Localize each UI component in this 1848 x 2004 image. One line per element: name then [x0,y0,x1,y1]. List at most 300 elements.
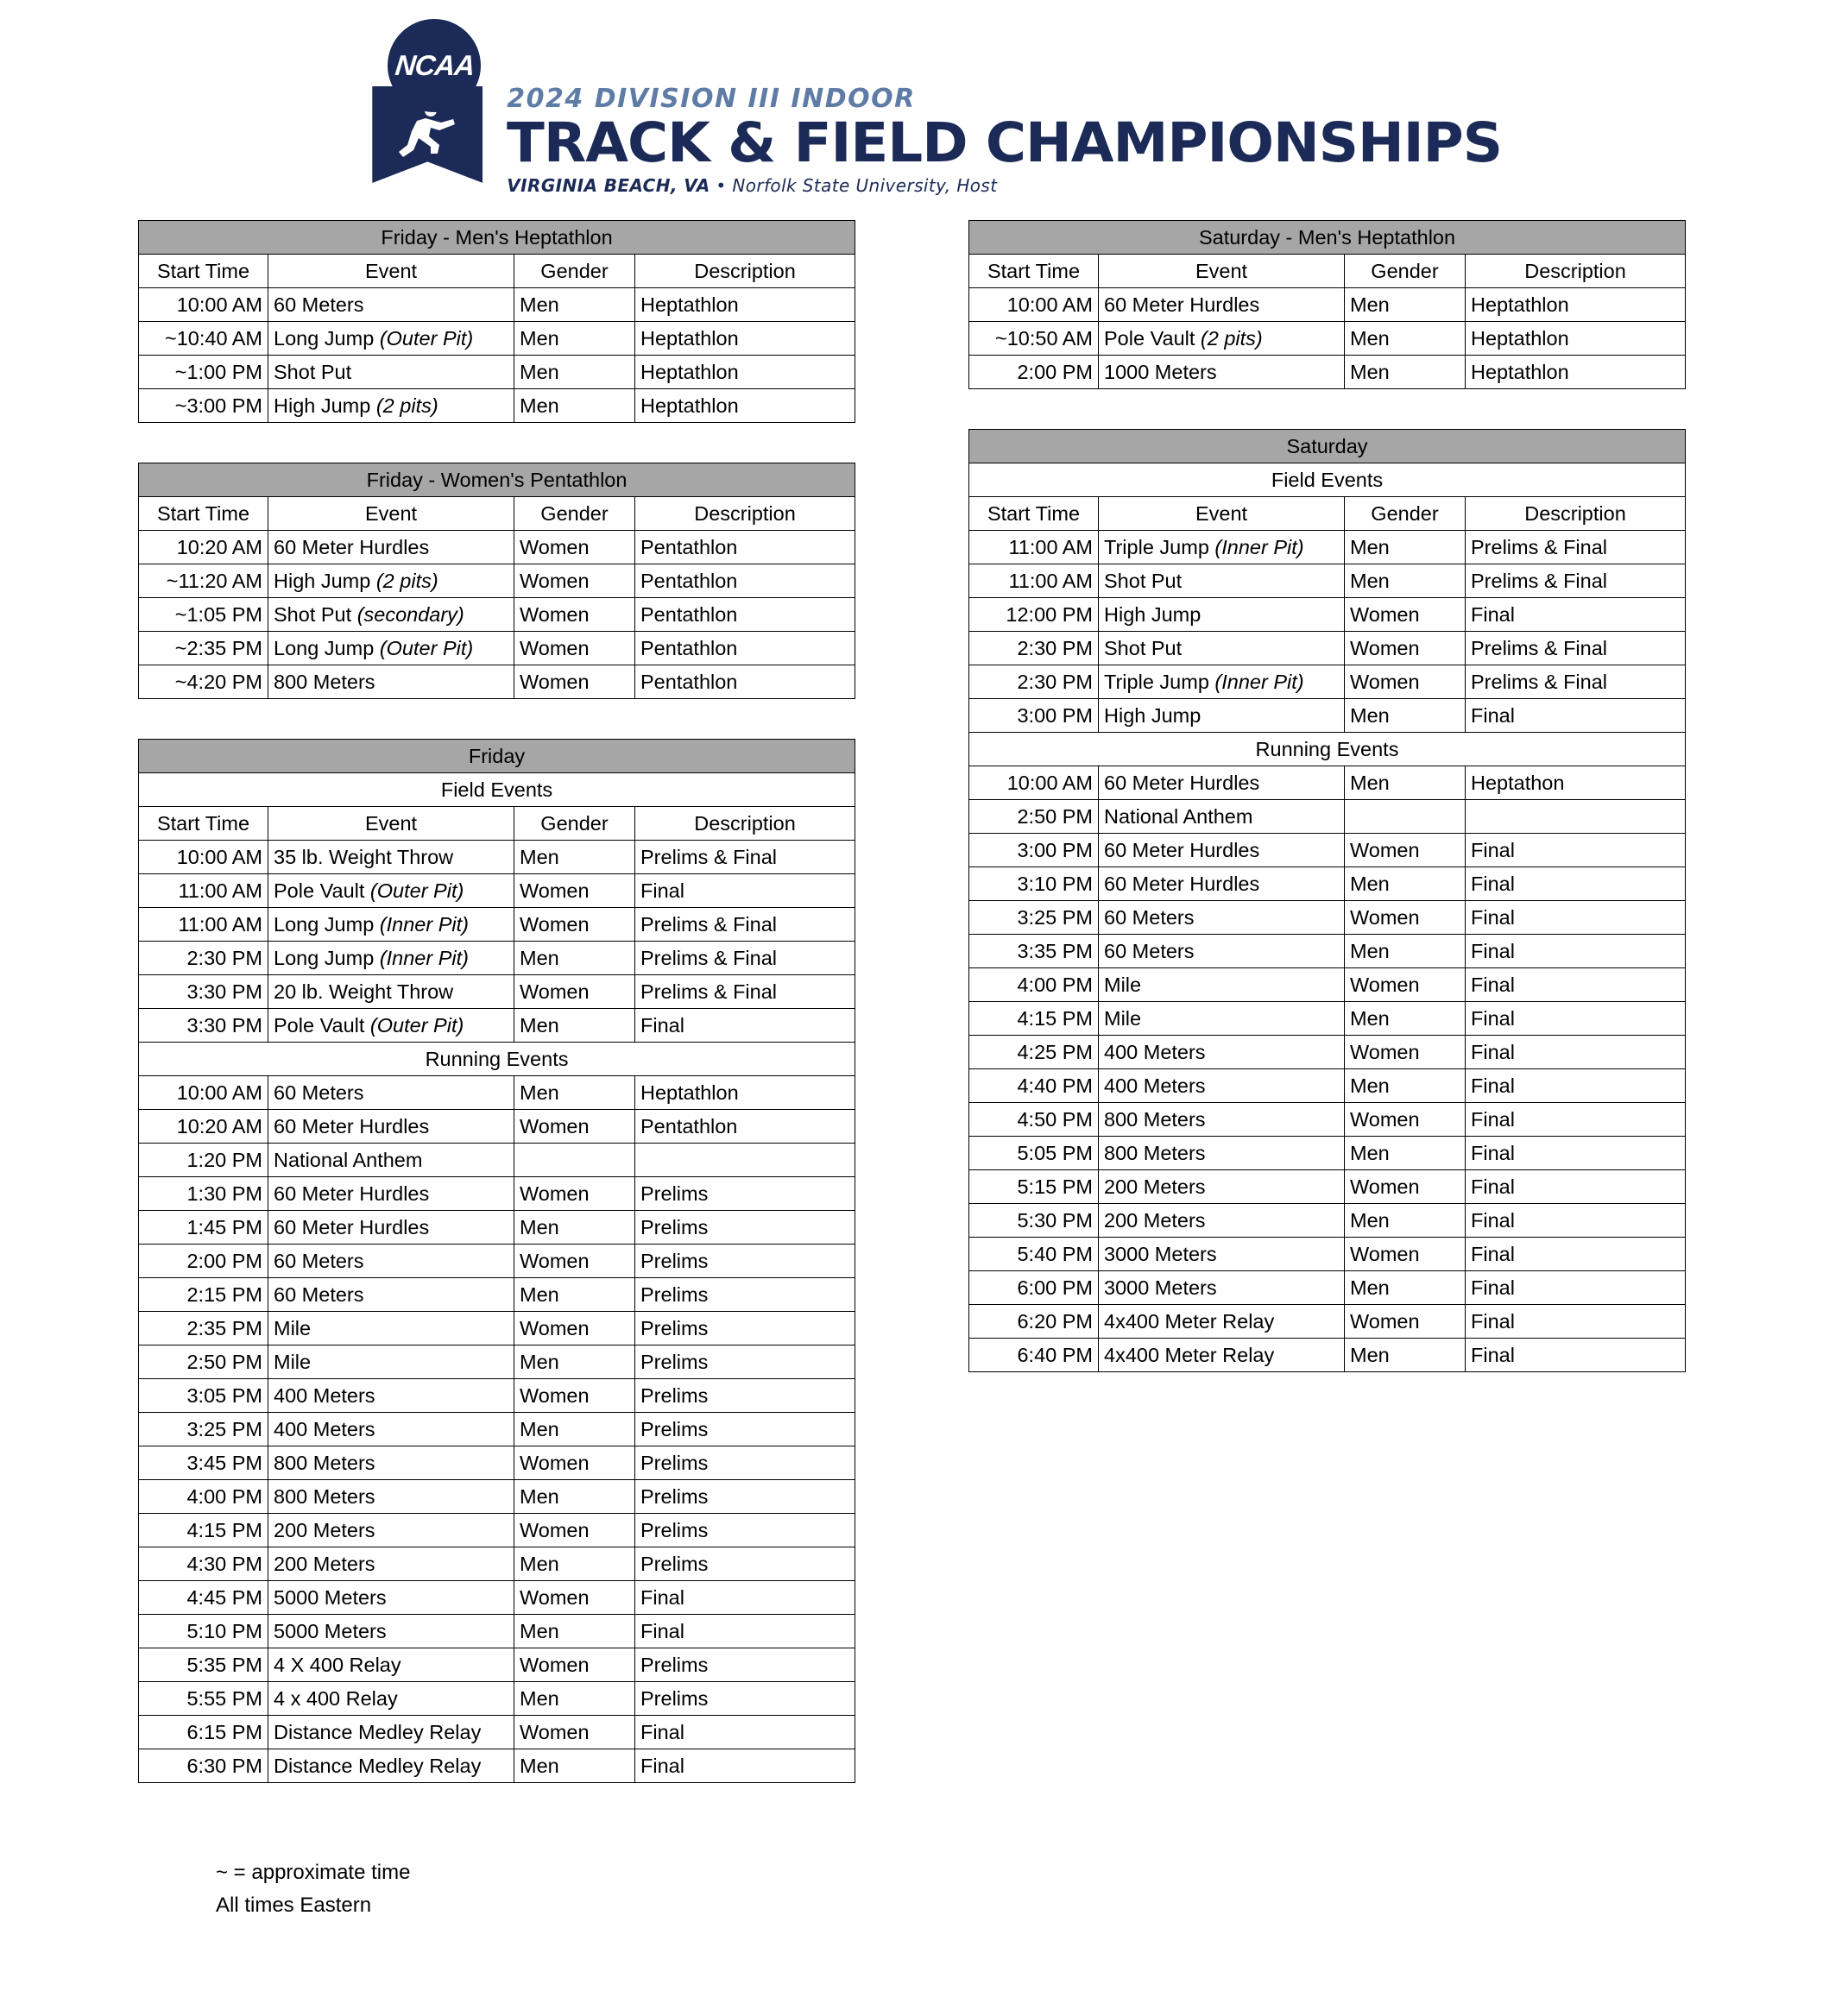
cell-start-time: 2:35 PM [139,1312,268,1345]
table-row [139,1682,855,1716]
cell-event: Triple Jump (Inner Pit) [1099,531,1345,564]
cell-event: 60 Meters [268,1076,514,1110]
table-row [139,356,855,389]
footnote-approx: ~ = approximate time [216,1861,411,1885]
cell-gender: Men [1345,766,1466,800]
event-note: (2 pits) [1200,326,1263,350]
cell-event: 60 Meter Hurdles [268,1211,514,1245]
cell-start-time: 5:10 PM [139,1615,268,1648]
cell-gender: Women [514,1581,635,1615]
cell-description: Final [1466,968,1686,1002]
cell-gender: Women [514,874,635,908]
cell-start-time: 2:00 PM [139,1245,268,1278]
header-start-time: Start Time [969,497,1099,531]
table-row [139,1514,855,1547]
cell-start-time: 10:20 AM [139,531,268,564]
cell-start-time: 11:00 AM [139,908,268,942]
cell-description: Pentathlon [635,632,855,665]
cell-start-time: 10:00 AM [139,288,268,322]
table-banner-label: Friday [139,740,855,773]
header-start-time: Start Time [139,255,268,288]
cell-start-time: 1:30 PM [139,1177,268,1211]
table-row [969,356,1686,389]
cell-description: Prelims [635,1446,855,1480]
cell-start-time: 3:10 PM [969,867,1099,901]
table-row [139,1009,855,1043]
cell-start-time: 5:05 PM [969,1137,1099,1170]
cell-gender: Women [1345,1170,1466,1204]
cell-event: High Jump [1099,699,1345,733]
table-row [139,598,855,632]
cell-start-time: ~10:40 AM [139,322,268,356]
cell-start-time: 6:40 PM [969,1339,1099,1372]
cell-description: Prelims & Final [1466,531,1686,564]
cell-start-time: 5:55 PM [139,1682,268,1716]
schedule-table [968,220,1686,389]
cell-gender [1345,800,1466,834]
event-subtitle: 2024 DIVISION III INDOOR [507,84,916,114]
table-row [139,1177,855,1211]
cell-event: High Jump [1099,598,1345,632]
table-row [969,1170,1686,1204]
cell-gender: Men [1345,288,1466,322]
cell-gender: Men [1345,1271,1466,1305]
table-row [969,531,1686,564]
cell-start-time: ~1:05 PM [139,598,268,632]
table-row [969,1238,1686,1271]
cell-description: Prelims & Final [635,908,855,942]
schedule-block [968,220,1685,389]
table-banner-label: Saturday [969,430,1686,463]
cell-event: Shot Put [268,356,514,389]
cell-start-time: 3:30 PM [139,975,268,1009]
cell-description: Prelims & Final [635,942,855,975]
table-row [139,1615,855,1648]
cell-start-time: 4:00 PM [969,968,1099,1002]
schedule-table [138,463,855,699]
table-row [969,1204,1686,1238]
cell-description: Prelims [635,1312,855,1345]
cell-gender: Women [1345,598,1466,632]
cell-start-time: 10:20 AM [139,1110,268,1144]
cell-start-time: 3:25 PM [969,901,1099,935]
cell-gender: Men [514,1413,635,1446]
table-row [139,1413,855,1446]
cell-description: Heptathlon [1466,288,1686,322]
table-row [139,1480,855,1514]
location-separator: • [710,175,733,197]
cell-gender: Women [514,1716,635,1749]
cell-description: Final [1466,699,1686,733]
cell-description: Heptathlon [1466,356,1686,389]
table-row [969,1339,1686,1372]
table-row [969,632,1686,665]
cell-description: Heptathlon [635,288,855,322]
event-note: (Outer Pit) [369,879,464,902]
table-section-row [139,1043,855,1076]
cell-event: Shot Put (secondary) [268,598,514,632]
table-banner-row [139,221,855,255]
cell-start-time: 3:45 PM [139,1446,268,1480]
cell-gender: Women [514,1177,635,1211]
table-header-row [969,255,1686,288]
table-banner-label: Saturday - Men's Heptathlon [969,221,1686,255]
cell-description: Prelims [635,1177,855,1211]
cell-description: Final [1466,935,1686,968]
cell-gender: Women [1345,901,1466,935]
cell-description: Final [1466,1069,1686,1103]
table-section-label: Running Events [139,1043,855,1076]
cell-gender: Men [1345,935,1466,968]
cell-event: 200 Meters [268,1547,514,1581]
cell-start-time: 3:35 PM [969,935,1099,968]
cell-event: Long Jump (Inner Pit) [268,908,514,942]
footnote-timezone: All times Eastern [216,1894,372,1918]
cell-gender: Women [1345,1103,1466,1137]
ncaa-wordmark: NCAA [393,49,476,81]
header-description: Description [635,255,855,288]
header-event: Event [268,497,514,531]
cell-gender: Women [514,1379,635,1413]
cell-event: Mile [268,1345,514,1379]
table-row [139,1446,855,1480]
table-row [139,1110,855,1144]
header-gender: Gender [514,807,635,841]
cell-event: National Anthem [1099,800,1345,834]
table-header-row [139,255,855,288]
cell-event: Long Jump (Outer Pit) [268,632,514,665]
table-row [969,1271,1686,1305]
cell-gender: Men [514,322,635,356]
cell-gender: Men [514,1009,635,1043]
cell-start-time: ~1:00 PM [139,356,268,389]
event-location [507,175,1482,196]
left-column [138,220,855,1823]
cell-start-time: 12:00 PM [969,598,1099,632]
cell-start-time: 6:00 PM [969,1271,1099,1305]
table-row [969,1137,1686,1170]
cell-event: Long Jump (Outer Pit) [268,322,514,356]
event-note: (Inner Pit) [1214,535,1304,558]
cell-start-time: 10:00 AM [139,1076,268,1110]
table-row [139,874,855,908]
schedule-table [138,739,855,1783]
cell-event: 4 x 400 Relay [268,1682,514,1716]
cell-gender: Men [514,1345,635,1379]
right-column [968,220,1685,1412]
cell-gender: Women [1345,1305,1466,1339]
cell-gender: Women [514,531,635,564]
cell-event: 60 Meter Hurdles [1099,766,1345,800]
cell-gender: Men [1345,1069,1466,1103]
table-row [139,942,855,975]
cell-gender: Men [514,1749,635,1783]
cell-start-time: 11:00 AM [139,874,268,908]
schedule-block [138,739,855,1783]
table-row [969,665,1686,699]
cell-description: Final [1466,1036,1686,1069]
cell-start-time: ~3:00 PM [139,389,268,423]
table-row [139,1144,855,1177]
table-section-label: Field Events [139,773,855,807]
cell-event: 60 Meter Hurdles [1099,288,1345,322]
header-event: Event [268,807,514,841]
table-banner-label: Friday - Women's Pentathlon [139,463,855,497]
schedule-block [138,220,855,423]
table-row [969,766,1686,800]
cell-event: 400 Meters [268,1379,514,1413]
cell-description: Prelims [635,1480,855,1514]
cell-description: Final [1466,901,1686,935]
event-note: (Inner Pit) [379,912,469,936]
header-start-time: Start Time [139,807,268,841]
table-banner-row [139,463,855,497]
table-row [969,1036,1686,1069]
schedule-columns [0,220,1848,1823]
cell-gender: Women [1345,1036,1466,1069]
cell-description: Final [1466,1271,1686,1305]
header-start-time: Start Time [139,497,268,531]
cell-description: Heptathlon [635,356,855,389]
cell-description: Prelims [635,1379,855,1413]
cell-gender: Women [514,1245,635,1278]
header-description: Description [1466,255,1686,288]
cell-gender: Men [1345,1002,1466,1036]
cell-event: 4x400 Meter Relay [1099,1339,1345,1372]
cell-gender: Women [514,1514,635,1547]
cell-start-time: 10:00 AM [969,288,1099,322]
header-description: Description [635,497,855,531]
schedule-block [138,463,855,699]
cell-description: Final [635,874,855,908]
cell-description: Prelims [635,1648,855,1682]
cell-gender: Men [514,288,635,322]
cell-start-time: 10:00 AM [139,841,268,874]
cell-description: Prelims & Final [1466,665,1686,699]
table-banner-row [139,740,855,773]
cell-event: 60 Meter Hurdles [1099,834,1345,867]
header-gender: Gender [1345,497,1466,531]
cell-event: 200 Meters [268,1514,514,1547]
cell-event: 4 X 400 Relay [268,1648,514,1682]
cell-description [1466,800,1686,834]
table-row [139,1716,855,1749]
cell-event: 60 Meters [268,1245,514,1278]
table-row [139,1312,855,1345]
header-event: Event [1099,255,1345,288]
cell-event: 20 lb. Weight Throw [268,975,514,1009]
cell-description: Prelims [635,1345,855,1379]
cell-start-time: 4:00 PM [139,1480,268,1514]
cell-start-time: 2:00 PM [969,356,1099,389]
cell-gender: Men [514,1076,635,1110]
cell-gender: Women [514,598,635,632]
header-description: Description [1466,497,1686,531]
cell-description: Final [1466,1002,1686,1036]
cell-description: Final [635,1716,855,1749]
table-row [139,632,855,665]
cell-description: Heptathlon [1466,322,1686,356]
cell-start-time: 10:00 AM [969,766,1099,800]
table-row [969,1103,1686,1137]
table-row [139,1245,855,1278]
table-banner-label: Friday - Men's Heptathlon [139,221,855,255]
cell-event: Mile [1099,968,1345,1002]
cell-start-time: 3:00 PM [969,699,1099,733]
header-start-time: Start Time [969,255,1099,288]
header-gender: Gender [514,255,635,288]
cell-description: Prelims & Final [1466,564,1686,598]
cell-gender: Women [1345,1238,1466,1271]
header-description: Description [635,807,855,841]
cell-start-time: 4:40 PM [969,1069,1099,1103]
cell-event: 1000 Meters [1099,356,1345,389]
cell-gender [514,1144,635,1177]
event-host: Norfolk State University, Host [732,175,998,197]
cell-description: Final [1466,834,1686,867]
cell-event: 60 Meter Hurdles [1099,867,1345,901]
table-row [139,1278,855,1312]
table-row [139,1581,855,1615]
cell-description: Final [635,1009,855,1043]
event-note: (Inner Pit) [379,946,469,969]
cell-description: Pentathlon [635,1110,855,1144]
cell-description: Prelims [635,1413,855,1446]
cell-gender: Women [514,908,635,942]
cell-start-time: 4:25 PM [969,1036,1099,1069]
cell-event: 800 Meters [268,1480,514,1514]
cell-event: 4x400 Meter Relay [1099,1305,1345,1339]
cell-gender: Women [514,1648,635,1682]
cell-event: Shot Put [1099,632,1345,665]
cell-event: Shot Put [1099,564,1345,598]
table-row [139,908,855,942]
cell-gender: Men [1345,1137,1466,1170]
table-row [969,901,1686,935]
cell-description: Prelims & Final [635,841,855,874]
event-title: TRACK & FIELD CHAMPIONSHIPS [507,111,1503,174]
cell-start-time: 2:50 PM [969,800,1099,834]
cell-event: 60 Meters [268,1278,514,1312]
cell-description: Pentathlon [635,665,855,699]
event-note: (secondary) [356,602,464,626]
header-gender: Gender [514,497,635,531]
cell-gender: Men [514,1480,635,1514]
page-header [0,0,1848,196]
cell-gender: Men [514,942,635,975]
cell-gender: Women [514,975,635,1009]
cell-start-time: ~4:20 PM [139,665,268,699]
cell-gender: Men [514,841,635,874]
cell-start-time: 2:30 PM [969,665,1099,699]
table-section-label: Running Events [969,733,1686,766]
cell-description: Final [1466,1170,1686,1204]
table-row [139,1076,855,1110]
cell-event: 60 Meter Hurdles [268,1110,514,1144]
table-row [969,288,1686,322]
table-row [139,1648,855,1682]
cell-event: 400 Meters [268,1413,514,1446]
cell-start-time: 2:50 PM [139,1345,268,1379]
cell-gender: Men [514,1615,635,1648]
cell-event: 35 lb. Weight Throw [268,841,514,874]
cell-start-time: 1:20 PM [139,1144,268,1177]
cell-gender: Men [514,1682,635,1716]
table-row [969,564,1686,598]
table-row [139,389,855,423]
cell-start-time: 4:15 PM [139,1514,268,1547]
cell-gender: Women [514,1446,635,1480]
cell-description: Pentathlon [635,598,855,632]
cell-event: 60 Meters [268,288,514,322]
cell-description: Final [1466,867,1686,901]
cell-event: 800 Meters [1099,1137,1345,1170]
table-row [969,800,1686,834]
cell-description: Pentathlon [635,531,855,564]
cell-start-time: 4:50 PM [969,1103,1099,1137]
table-section-row [139,773,855,807]
cell-description: Heptathlon [635,389,855,423]
cell-description: Final [1466,1305,1686,1339]
cell-description: Prelims [635,1682,855,1716]
cell-event: 3000 Meters [1099,1238,1345,1271]
table-row [969,1069,1686,1103]
cell-gender: Men [1345,531,1466,564]
cell-event: Pole Vault (2 pits) [1099,322,1345,356]
cell-description: Final [635,1615,855,1648]
table-section-label: Field Events [969,463,1686,497]
cell-event: Pole Vault (Outer Pit) [268,874,514,908]
cell-start-time: 4:45 PM [139,1581,268,1615]
cell-description: Heptathlon [635,1076,855,1110]
table-row [139,665,855,699]
cell-gender: Women [1345,632,1466,665]
cell-event: Triple Jump (Inner Pit) [1099,665,1345,699]
cell-event: 60 Meter Hurdles [268,1177,514,1211]
cell-description: Prelims [635,1278,855,1312]
table-row [139,1211,855,1245]
table-row [139,1749,855,1783]
cell-gender: Men [1345,1204,1466,1238]
cell-description: Heptathlon [635,322,855,356]
table-row [969,834,1686,867]
schedule-block [968,429,1685,1372]
table-row [139,1547,855,1581]
cell-description: Prelims [635,1514,855,1547]
table-row [969,1002,1686,1036]
cell-description: Final [1466,1238,1686,1271]
header-event: Event [268,255,514,288]
table-row [139,322,855,356]
cell-start-time: 1:45 PM [139,1211,268,1245]
table-header-row [139,807,855,841]
cell-start-time: 3:05 PM [139,1379,268,1413]
table-row [139,1345,855,1379]
table-header-row [969,497,1686,531]
cell-description: Final [1466,598,1686,632]
cell-gender: Women [1345,968,1466,1002]
cell-start-time: 6:20 PM [969,1305,1099,1339]
cell-start-time: 5:30 PM [969,1204,1099,1238]
table-row [969,699,1686,733]
schedule-table [138,220,855,423]
cell-gender: Women [1345,834,1466,867]
cell-description: Prelims & Final [635,975,855,1009]
cell-event: High Jump (2 pits) [268,389,514,423]
cell-event: Distance Medley Relay [268,1749,514,1783]
header-gender: Gender [1345,255,1466,288]
table-row [969,968,1686,1002]
